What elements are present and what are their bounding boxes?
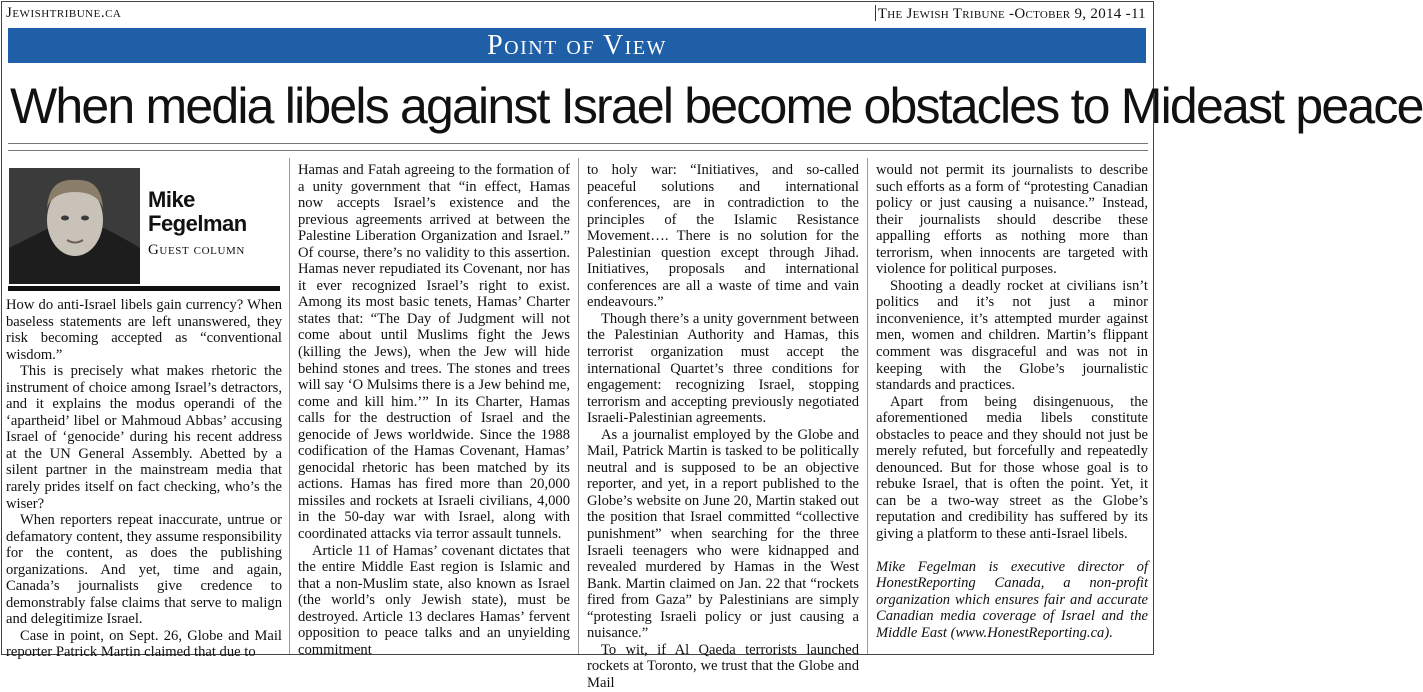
article-paragraph: As a journalist employed by the Globe and Mail, Patrick Martin is tasked to be politically neutral and is supposed to be an objective reporter, and yet, in a report published to the Globe’s website on June 20, Martin staked out the position that Israel committed “collective punishment” when searching for the three Israeli teenagers who were kidnapped and revealed murdered by Hamas in the West Bank. Martin claimed on Jan. 22 that “rockets fired from Gaza” by Palestinians are simply “protesting Israeli policy or just causing a nuisance.” [587,426,859,642]
article-paragraph: Shooting a deadly rocket at civilians isn’t politics and it’s not just a minor inconvenience, it’s attempted murder against men, women and children. Martin’s flippant comment was disgraceful and was not in keeping with the Globe’s journalistic standards and practices. [876,277,1148,394]
section-banner: Point of View [8,28,1146,63]
article-column-1 [6,297,282,661]
column-divider [578,158,579,654]
article-column-2 [298,162,570,657]
issue-divider [875,5,876,21]
column-divider [289,158,290,654]
site-name: Jewishtribune.ca [6,5,122,21]
column-divider [867,158,868,654]
article-paragraph: This is precisely what makes rhetoric the instrument of choice among Israel’s detractors, and it explains the modus operandi of the ‘apartheid’ libel or Mahmoud Abbas’ accusing Israel of ‘genocide’ during his recent address at the UN General Assembly. Abetted by a silent partner in the mainstream media that rarely prides itself on fact checking, who’s the wiser? [6,363,282,512]
byline-rule [8,286,280,291]
article-paragraph: would not permit its journalists to describe such efforts as a form of “protesting Canadian policy or just causing a nuisance.” Instead, their journalists should describe these appalling efforts as nothing more than terrorism, when innocents are targeted with violence for political purposes. [876,162,1148,278]
article-column-3 [587,162,859,691]
issue-text: The Jewish Tribune -October 9, 2014 -11 [877,6,1146,22]
author-name: Mike Fegelman [148,187,247,236]
article-paragraph: How do anti-Israel libels gain currency? When baseless statements are left unanswered, they risk becoming accepted as “conventional wisdom.” [6,297,282,363]
headline-rule-top [8,143,1148,144]
headline-rule-bottom [8,150,1148,151]
issue-line [875,5,1146,23]
author-role: Guest column [148,242,245,258]
article-paragraph: When reporters repeat inaccurate, untrue or defamatory content, they assume responsibility for the content, as does the publishing organizations. And yet, time and again, Canada’s journalists give credence to demonstrably false claims that serve to malign and delegitimize Israel. [6,512,282,628]
article-paragraph: Though there’s a unity government between the Palestinian Authority and Hamas, this terrorist organization must accept the international Quartet’s three conditions for engagement: recognizing Israel, stopping terrorism and accepting previously negotiated Israeli-Palestinian agreements. [587,310,859,427]
article-paragraph: Apart from being disingenuous, the aforementioned media libels constitute obstacles to peace and they should not just be merely refuted, but forcefully and repeatedly denounced. But for those whose goal is to rebuke Israel, that is often the point. Yet, it can be a two-way street as the Globe’s reputation and credibility has suffered by its giving a platform to these anti-Israel libels. [876,393,1148,543]
author-bio: Mike Fegelman is executive director of HonestReporting Canada, a non-profit organization which ensures fair and accurate Canadian media coverage of Israel and the Middle East (www.HonestReporting.ca). [876,558,1148,641]
article-paragraph: To wit, if Al Qaeda terrorists launched rockets at Toronto, we trust that the Globe and Mail [587,641,859,691]
headline: When media libels against Israel become obstacles to Mideast peace [10,78,1423,134]
byline [8,168,281,286]
article-paragraph: Hamas and Fatah agreeing to the formation of a unity government that “in effect, Hamas now accepts Israel’s existence and the previous agreements arrived at between the Palestine Liberation Organization and Israel.” Of course, there’s no validity to this assertion. Hamas never repudiated its Covenant, nor has it ever recognized Israel’s right to exist. Among its most basic tenets, Hamas’ Charter states that: “The Day of Judgment will not come about until Muslims fight the Jews (killing the Jews), when the Jew will hide behind stones and trees. The stones and trees will say ‘O Mulsims there is a Jew behind me, come and kill him.’” In its Charter, Hamas calls for the destruction of Israel and the genocide of Jews worldwide. Since the 1988 codification of the Hamas Covenant, Hamas’ genocidal rhetoric has been matched by its actions. Hamas has fired more than 20,000 missiles and rockets at Israeli civilians, 4,000 in the 50-day war with Israel, along with coordinated attacks via terror assault tunnels. [298,162,570,543]
article-paragraph: to holy war: “Initiatives, and so-called peaceful solutions and international conferences, are in contradiction to the principles of the Islamic Resistance Movement…. There is no solution for the Palestinian question except through Jihad. Initiatives, proposals and international conferences are all a waste of time and vain endeavours.” [587,162,859,311]
author-photo [9,168,140,284]
article-paragraph: Case in point, on Sept. 26, Globe and Mail reporter Patrick Martin claimed that due to [6,627,282,661]
article-column-4 [876,162,1148,657]
author-portrait-icon [9,168,140,284]
article-paragraph: Article 11 of Hamas’ covenant dictates that the entire Middle East region is Islamic and that a non-Muslim state, also known as Israel (the world’s only Jewish state), must be destroyed. Article 13 declares Hamas’ fervent opposition to peace talks and an unyielding commitment [298,542,570,658]
